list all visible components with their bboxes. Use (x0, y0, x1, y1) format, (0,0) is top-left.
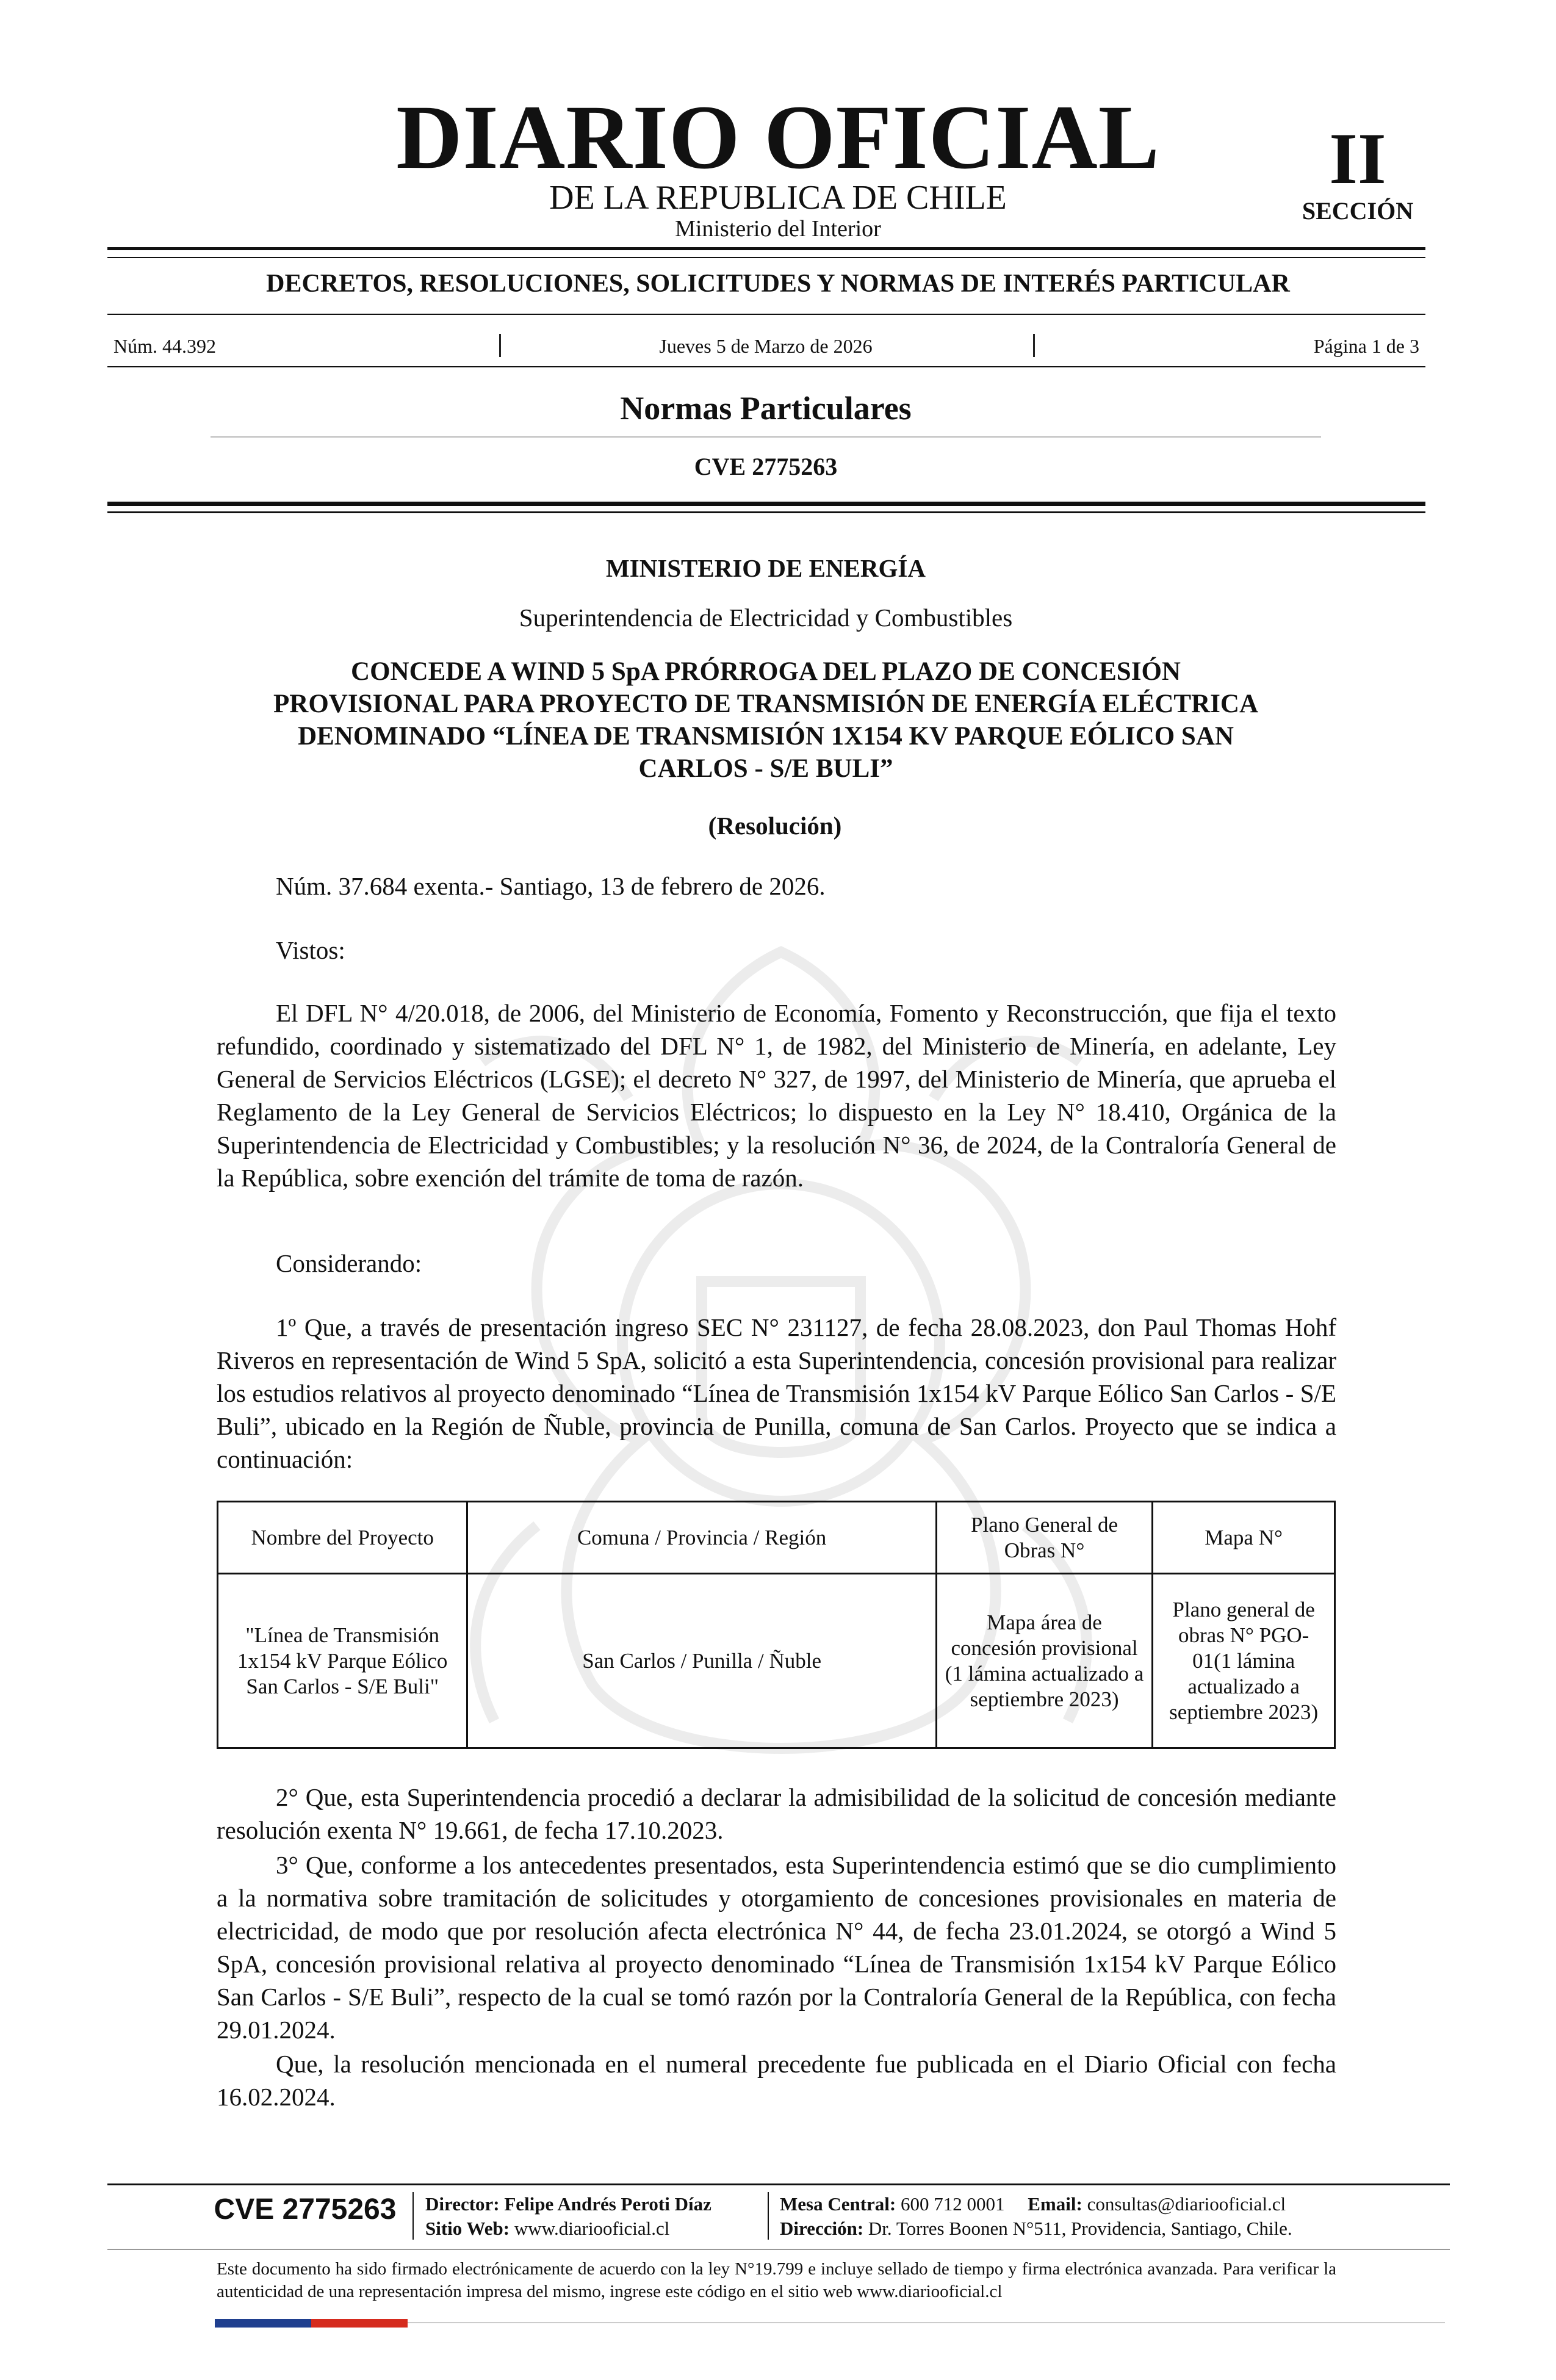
issue-page: Página 1 de 3 (1313, 335, 1419, 357)
heading-rule (211, 436, 1321, 438)
footer-website-label: Sitio Web: (425, 2218, 510, 2239)
footer-cve-code: CVE 2775263 (214, 2193, 397, 2226)
table-row (218, 1574, 1335, 1748)
cve-rule-thick (107, 502, 1425, 506)
issue-rule (107, 366, 1425, 367)
document-title (195, 655, 1336, 785)
considerando-label: Considerando: (276, 1249, 422, 1277)
masthead-ministry: Ministerio del Interior (675, 216, 881, 242)
document-title-line: CONCEDE A WIND 5 SpA PRÓRROGA DEL PLAZO DE CONCESIÓN (351, 657, 1181, 686)
table-header-row (218, 1502, 1335, 1574)
document-type: (Resolución) (708, 812, 842, 840)
table-header-cell: Comuna / Provincia / Región (467, 1502, 936, 1574)
document-title-line: DENOMINADO “LÍNEA DE TRANSMISIÓN 1X154 KV PARQUE EÓLICO SAN (298, 722, 1234, 751)
table-header-cell: Plano General de Obras N° (936, 1502, 1153, 1574)
section-banner: DECRETOS, RESOLUCIONES, SOLICITUDES Y NORMAS DE INTERÉS PARTICULAR (266, 270, 1290, 298)
cve-code: CVE 2775263 (694, 453, 838, 480)
ministry-heading: MINISTERIO DE ENERGÍA (606, 554, 926, 582)
cve-rule-thin (107, 511, 1425, 513)
footer-divider (412, 2192, 414, 2240)
table-cell: Mapa área de concesión provisional (1 lámina actualizado a septiembre 2023) (936, 1574, 1153, 1748)
masthead-title: DIARIO OFICIAL (396, 87, 1160, 188)
footer-divider (768, 2192, 769, 2240)
footer-website (425, 2216, 669, 2241)
footer-website-link[interactable]: www.diariooficial.cl (514, 2218, 670, 2239)
considerando-paragraph-4: Que, la resolución mencionada en el numeral precedente fue publicada en el Diario Oficial con fecha 16.02.2024. (217, 2050, 1336, 2111)
table-cell: San Carlos / Punilla / Ñuble (467, 1574, 936, 1748)
table-header-cell: Mapa N° (1153, 1502, 1335, 1574)
footer-rule-lower (107, 2249, 1450, 2250)
footer-email-link[interactable]: consultas@diariooficial.cl (1087, 2193, 1286, 2215)
section-label: SECCIÓN (1302, 197, 1414, 225)
footer-email-label: Email: (1028, 2193, 1082, 2215)
table-cell: Plano general de obras N° PGO-01(1 lámina actualizado a septiembre 2023) (1153, 1574, 1335, 1748)
issue-date: Jueves 5 de Marzo de 2026 (659, 335, 873, 357)
document-title-line: CARLOS - S/E BULI” (638, 754, 893, 783)
considerando-paragraph-3: 3° Que, conforme a los antecedentes presentados, esta Superintendencia estimó que se dio cumplimiento a la normativa sobre tramitación de solicitudes y otorgamiento de concesiones provisionales en materia de electricidad, de modo que por resolución afecta electrónica N° 44, de fecha 23.01.2024, se otorgó a Wind 5 SpA, concesión provisional relativa al proyecto denominado “Línea de Transmisión 1x154 kV Parque Eólico San Carlos - S/E Buli”, respecto de la cual se tomó razón por la Contraloría General de la República, con fecha 29.01.2024. (217, 1851, 1336, 2044)
document-title-line: PROVISIONAL PARA PROYECTO DE TRANSMISIÓN DE ENERGÍA ELÉCTRICA (273, 690, 1258, 718)
footer-address-label: Dirección: (780, 2218, 864, 2239)
table-cell: "Línea de Transmisión 1x154 kV Parque Eólico San Carlos - S/E Buli" (218, 1574, 467, 1748)
footer-contact (780, 2192, 1286, 2216)
footer-rule (107, 2183, 1450, 2185)
footer-legal-note: Este documento ha sido firmado electrónicamente de acuerdo con la ley N°19.799 e incluye sellado de tiempo y firma electrónica avanzada. Para verificar la autenticidad de una representación impresa del mismo, ingrese este código en el sitio web www.diariooficial.cl (217, 2259, 1336, 2301)
footer-director (425, 2192, 711, 2216)
table-header-cell: Nombre del Proyecto (218, 1502, 467, 1574)
section-heading: Normas Particulares (620, 390, 912, 427)
footer-address (780, 2216, 1292, 2241)
footer-address-text: Dr. Torres Boonen N°511, Providencia, Santiago, Chile. (868, 2218, 1292, 2239)
flag-stripe-blue (215, 2319, 311, 2328)
vistos-label: Vistos: (276, 936, 345, 964)
resolution-line: Núm. 37.684 exenta.- Santiago, 13 de febrero de 2026. (276, 872, 826, 900)
vistos-paragraph: El DFL N° 4/20.018, de 2006, del Ministerio de Economía, Fomento y Reconstrucción, que fija el texto refundido, coordinado y sistematizado del DFL N° 1, de 1982, del Ministerio de Minería, en adelante, Ley General de Servicios Eléctricos (LGSE); el decreto N° 327, de 1997, del Ministerio de Minería, que aprueba el Reglamento de la Ley General de Servicios Eléctricos; lo dispuesto en la Ley N° 18.410, Orgánica de la Superintendencia de Electricidad y Combustibles; y la resolución N° 36, de 2024, de la Contraloría General de la República, sobre exención del trámite de toma de razón. (217, 999, 1336, 1192)
flag-baseline (408, 2322, 1445, 2323)
footer-mesa-label: Mesa Central: (780, 2193, 896, 2215)
header-rule-thick (107, 247, 1425, 250)
header-rule-thin (107, 257, 1425, 258)
issue-separator (1033, 334, 1035, 357)
project-table (217, 1501, 1336, 1749)
section-number: II (1329, 118, 1386, 199)
masthead-subtitle: DE LA REPUBLICA DE CHILE (549, 179, 1007, 217)
banner-rule (107, 314, 1425, 315)
considerando-paragraph-2: 2° Que, esta Superintendencia procedió a declarar la admisibilidad de la solicitud de concesión mediante resolución exenta N° 19.661, de fecha 17.10.2023. (217, 1783, 1336, 1844)
footer-director-name: Felipe Andrés Peroti Díaz (504, 2193, 711, 2215)
considerando-paragraph-1: 1º Que, a través de presentación ingreso SEC N° 231127, de fecha 28.08.2023, don Paul Thomas Hohf Riveros en representación de Wind 5 SpA, solicitó a esta Superintendencia, concesión provisional para realizar los estudios relativos al proyecto denominado “Línea de Transmisión 1x154 kV Parque Eólico San Carlos - S/E Buli”, ubicado en la Región de Ñuble, provincia de Punilla, comuna de San Carlos. Proyecto que se indica a continuación: (217, 1313, 1336, 1473)
footer-director-label: Director: (425, 2193, 500, 2215)
flag-stripe-red (311, 2319, 408, 2328)
issue-number: Núm. 44.392 (113, 335, 216, 357)
agency-heading: Superintendencia de Electricidad y Combustibles (519, 604, 1013, 632)
footer-mesa-phone: 600 712 0001 (901, 2193, 1005, 2215)
